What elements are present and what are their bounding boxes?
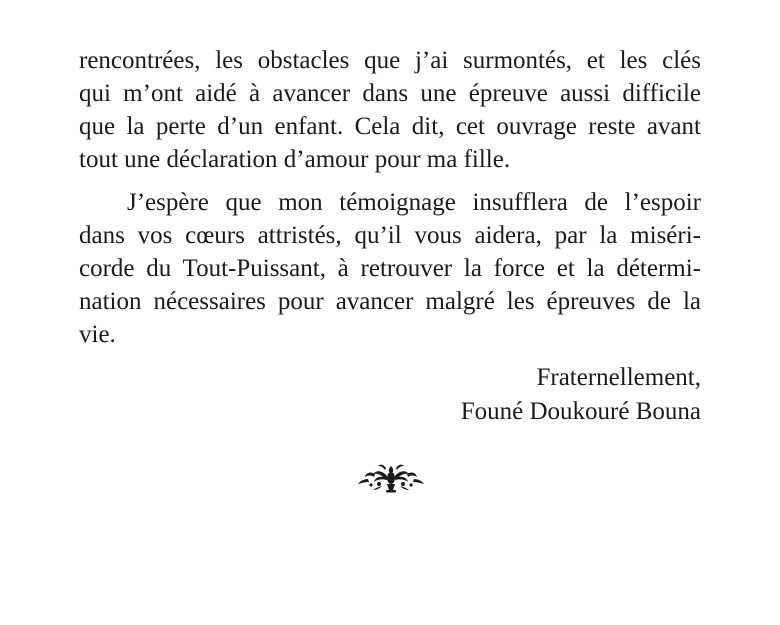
text-line: qui m’ont aidé à avancer dans une épreuve aussi difficile (79, 80, 701, 107)
text-line: vie. (79, 321, 116, 348)
text-line: nation nécessaires pour avancer malgré les épreuves de la (79, 288, 701, 315)
text-line: corde du Tout-Puissant, à retrouver la force et la détermi- (79, 255, 701, 282)
closing-line: Fraternellement, (536, 364, 701, 391)
paragraph-2 (79, 186, 701, 351)
author-name: Founé Doukouré Bouna (460, 398, 701, 425)
paragraph-1 (79, 44, 701, 176)
floral-ornament-icon (356, 462, 426, 494)
text-line: rencontrées, les obstacles que j’ai surmontés, et les clés (79, 47, 701, 74)
signoff (79, 361, 701, 428)
text-line: tout une déclaration d’amour pour ma fille. (79, 146, 511, 173)
text-line: dans vos cœurs attristés, qu’il vous aidera, par la miséri- (79, 222, 701, 249)
text-line: que la perte d’un enfant. Cela dit, cet ouvrage reste avant (79, 113, 701, 140)
page-body (79, 44, 701, 428)
text-line: J’espère que mon témoignage insufflera de l’espoir (127, 189, 701, 216)
